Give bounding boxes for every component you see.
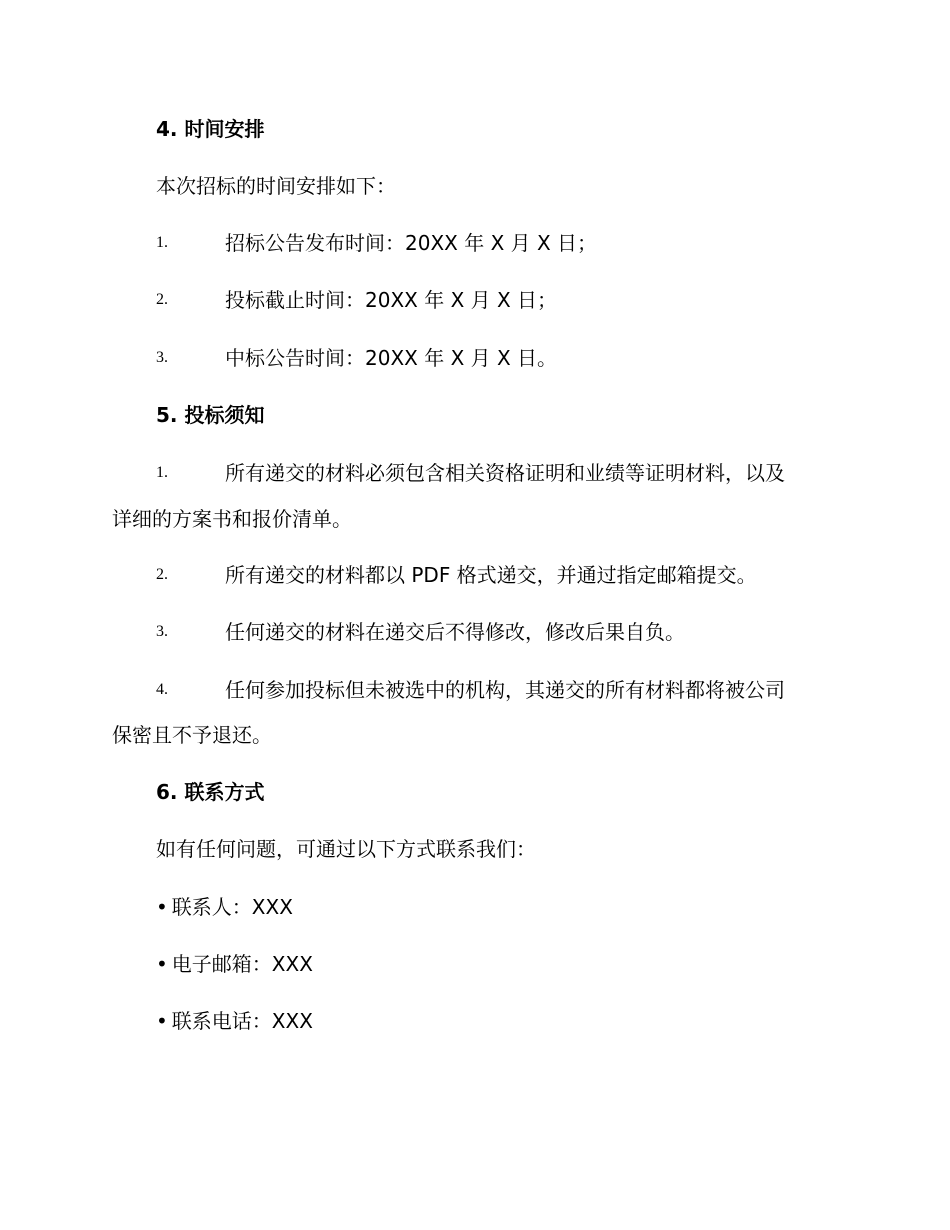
contact-item [156, 1007, 313, 1035]
contact-email: 电子邮箱：XXX [171, 952, 313, 976]
contact-item [156, 950, 313, 978]
list-item-text: 中标公告时间：20XX 年 X 月 X 日。 [225, 346, 558, 370]
list-item-number: 3. [156, 349, 168, 366]
section-5-heading: 5. 投标须知 [156, 403, 265, 427]
section-6-heading: 6. 联系方式 [156, 780, 265, 804]
bullet-icon: • [156, 895, 168, 919]
list-item-text: 所有递交的材料必须包含相关资格证明和业绩等证明材料，以及 [225, 461, 785, 485]
list-item-text-continued: 保密且不予退还。 [112, 723, 272, 747]
list-item-text: 招标公告发布时间：20XX 年 X 月 X 日； [225, 231, 598, 255]
list-item-number: 1. [156, 234, 168, 251]
section-6-intro: 如有任何问题，可通过以下方式联系我们： [156, 837, 536, 861]
list-item-text: 所有递交的材料都以 PDF 格式递交，并通过指定邮箱提交。 [225, 563, 757, 587]
contact-phone: 联系电话：XXX [171, 1009, 313, 1033]
list-item-text-continued: 详细的方案书和报价清单。 [112, 507, 352, 531]
list-item-number: 1. [156, 464, 168, 481]
list-item-text: 任何参加投标但未被选中的机构，其递交的所有材料都将被公司 [225, 678, 785, 702]
contact-item [156, 893, 293, 921]
list-item-number: 2. [156, 291, 168, 308]
list-item-number: 3. [156, 623, 168, 640]
list-item-number: 2. [156, 566, 168, 583]
section-4-heading: 4. 时间安排 [156, 117, 265, 141]
bullet-icon: • [156, 952, 168, 976]
contact-person: 联系人：XXX [171, 895, 293, 919]
section-4-intro: 本次招标的时间安排如下： [156, 174, 396, 198]
bullet-icon: • [156, 1009, 168, 1033]
list-item-text: 投标截止时间：20XX 年 X 月 X 日； [225, 288, 558, 312]
list-item-text: 任何递交的材料在递交后不得修改，修改后果自负。 [225, 620, 685, 644]
list-item-number: 4. [156, 681, 168, 698]
